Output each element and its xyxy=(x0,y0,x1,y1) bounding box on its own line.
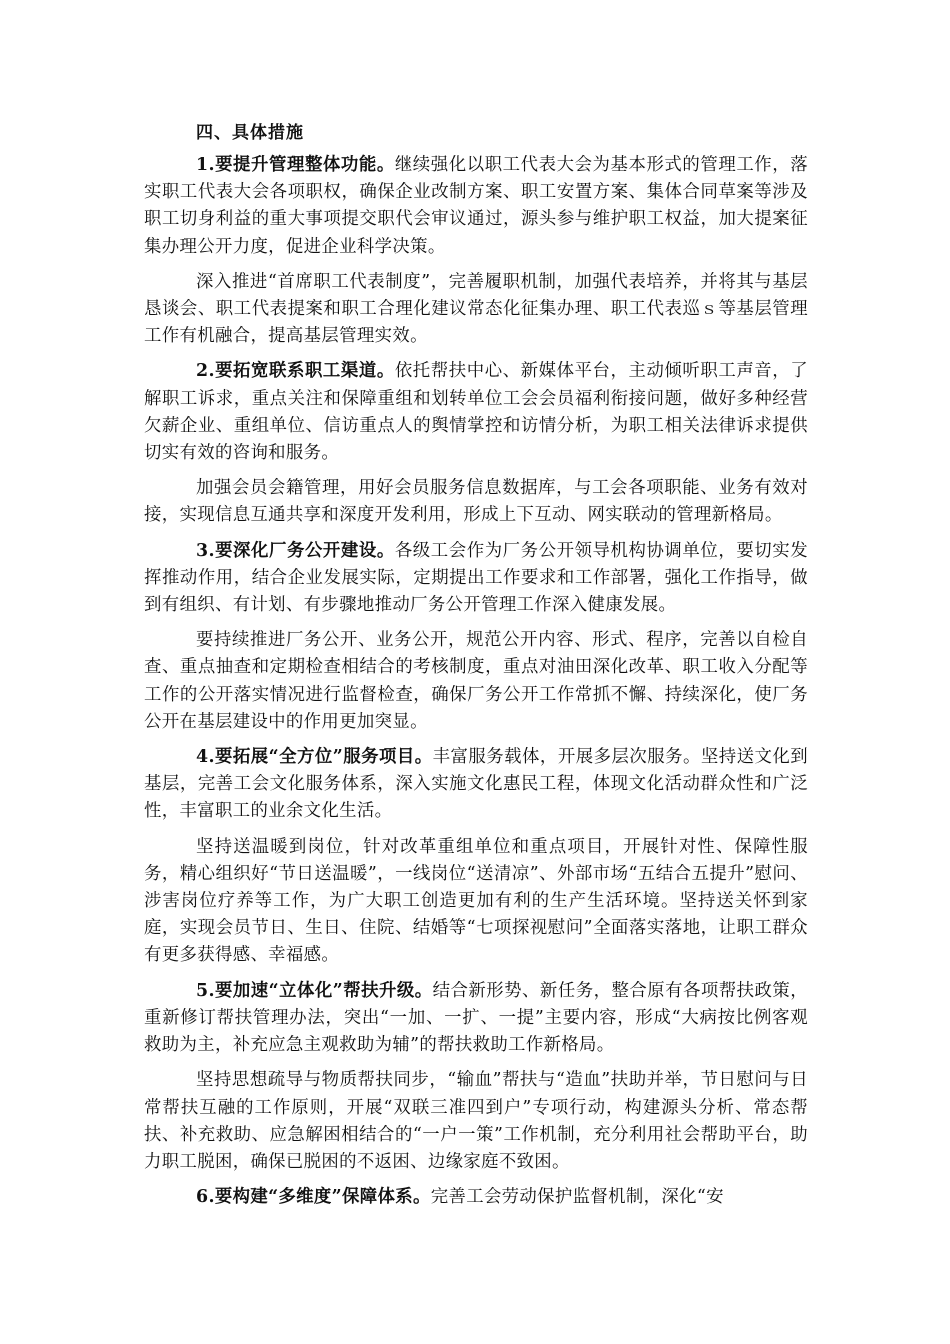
paragraph-measure-5 xyxy=(144,978,808,1060)
paragraph-measure-1 xyxy=(144,152,808,261)
paragraph-text: 坚持送温暖到岗位，针对改革重组单位和重点项目，开展针对性、保障性服务，精心组织好“节日送温暖”，一线岗位“送清凉”、外部市场“五结合五提升”慰问、涉害岗位疗养等工作，为广大职工创造更加有利的生产生活环境。坚持送关怀到家庭，实现会员节日、生日、住院、结婚等“七项探视慰问”全面落实落地，让职工群众有更多获得感、幸福感。 xyxy=(144,836,808,966)
paragraph-lead: 5.要加速“立体化”帮扶升级。 xyxy=(196,980,433,1001)
paragraph-text: 完善工会劳动保护监督机制，深化“安 xyxy=(430,1187,724,1208)
paragraph-lead: 2.要拓宽联系职工渠道。 xyxy=(196,361,395,382)
paragraph-lead: 1.要提升管理整体功能。 xyxy=(196,155,395,175)
paragraph-chief-representative xyxy=(144,269,808,351)
paragraph-text: 深入推进“首席职工代表制度”，完善履职机制，加强代表培养，并将其与基层恳谈会、职工代表提案和职工合理化建议常态化征集办理、职工代表巡ｓ等基层管理工作有机融合，提高基层管理实效。 xyxy=(144,271,808,347)
paragraph-measure-4 xyxy=(144,744,808,826)
paragraph-text: 加强会员会籍管理，用好会员服务信息数据库，与工会各项职能、业务有效对接，实现信息互通共享和深度开发利用，形成上下互动、网实联动的管理新格局。 xyxy=(144,478,808,526)
paragraph-text: 坚持思想疏导与物质帮扶同步，“输血”帮扶与“造血”扶助并举，节日慰问与日常帮扶互融的工作原则，开展“双联三准四到户”专项行动，构建源头分析、常态帮扶、补充救助、应急解困相结合的“一户一策”工作机制，充分利用社会帮助平台，助力职工脱困，确保已脱困的不返困、边缘家庭不致困。 xyxy=(144,1070,808,1172)
paragraph-lead: 4.要拓展“全方位”服务项目。 xyxy=(196,747,433,768)
paragraph-measure-3 xyxy=(144,538,808,620)
paragraph-text: 各级工会作为厂务公开领导机构协调单位，要切实发挥推动作用，结合企业发展实际，定期提出工作要求和工作部署，强化工作指导，做到有组织、有计划、有步骤地推动厂务公开管理工作深入健康发展。 xyxy=(144,540,808,616)
paragraph-factory-affairs xyxy=(144,627,808,736)
paragraph-text: 依托帮扶中心、新媒体平台，主动倾听职工声音，了解职工诉求，重点关注和保障重组和划转单位工会会员福利衔接问题，做好多种经营欠薪企业、重组单位、信访重点人的舆情掌控和访情分析，为职工相关法律诉求提供切实有效的咨询和服务。 xyxy=(144,361,808,464)
section-heading: 四、具体措施 xyxy=(196,123,304,143)
paragraph-membership xyxy=(144,475,808,529)
paragraph-warmth xyxy=(144,834,808,970)
paragraph-assistance xyxy=(144,1067,808,1176)
paragraph-measure-6 xyxy=(144,1184,808,1211)
paragraph-measure-2 xyxy=(144,358,808,467)
paragraph-text: 继续强化以职工代表大会为基本形式的管理工作，落实职工代表大会各项职权，确保企业改制方案、职工安置方案、集体合同草案等涉及职工切身利益的重大事项提交职代会审议通过，源头参与维护职工权益，加大提案征集办理公开力度，促进企业科学决策。 xyxy=(144,155,808,257)
paragraph-lead: 6.要构建“多维度”保障体系。 xyxy=(196,1187,431,1208)
paragraph-text: 结合新形势、新任务，整合原有各项帮扶政策，重新修订帮扶管理办法，突出“一加、一扩、一提”主要内容，形成“大病按比例客观救助为主，补充应急主观救助为辅”的帮扶救助工作新格局。 xyxy=(144,980,808,1056)
paragraph-text: 要持续推进厂务公开、业务公开，规范公开内容、形式、程序，完善以自检自查、重点抽查和定期检查相结合的考核制度，重点对油田深化改革、职工收入分配等工作的公开落实情况进行监督检查，确保厂务公开工作常抓不懈、持续深化，使厂务公开在基层建设中的作用更加突显。 xyxy=(144,630,808,732)
paragraph-lead: 3.要深化厂务公开建设。 xyxy=(196,540,395,561)
paragraph-text: 丰富服务载体，开展多层次服务。坚持送文化到基层，完善工会文化服务体系，深入实施文化惠民工程，体现文化活动群众性和广泛性，丰富职工的业余文化生活。 xyxy=(144,747,808,822)
document-page xyxy=(144,120,808,1219)
